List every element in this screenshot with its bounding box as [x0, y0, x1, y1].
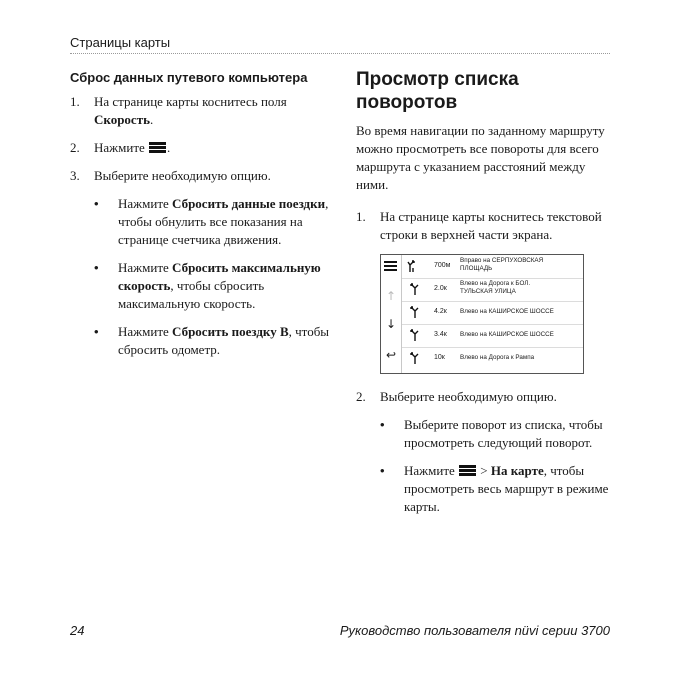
- turn-distance: 700м: [434, 262, 451, 269]
- turn-distance: 10к: [434, 354, 445, 361]
- step-item: [70, 93, 332, 129]
- turn-row: [402, 278, 583, 302]
- step-text: Выберите необходимую опцию.: [380, 389, 557, 404]
- step-text: На странице карты коснитесь текстовой строки в верхней части экрана.: [380, 209, 602, 242]
- turn-row: [402, 301, 583, 325]
- menu-icon: [459, 464, 476, 477]
- menu-icon: [149, 141, 166, 154]
- left-column: [70, 70, 332, 369]
- keep-left-icon: [406, 351, 420, 365]
- header-divider: [70, 53, 610, 54]
- section-heading-turn-list: Просмотр списка поворотов: [356, 69, 519, 113]
- up-arrow-icon: ↑: [385, 289, 397, 303]
- bullet-item: [94, 259, 332, 313]
- step-text: На странице карты коснитесь поля Скорость.: [94, 94, 287, 127]
- turn-instruction: Влево на Дорога к БОЛ. ТУЛЬСКАЯ УЛИЦА: [460, 280, 531, 295]
- ui-term: Сбросить максимальную скорость: [118, 260, 321, 293]
- bullet-item: [380, 462, 614, 516]
- bullet-dot: •: [380, 417, 385, 432]
- keep-left-icon: [406, 328, 420, 342]
- turn-row: [402, 324, 583, 348]
- turn-distance: 2.0к: [434, 285, 447, 292]
- step-number: 2.: [70, 140, 80, 155]
- screen-sidebar: [381, 255, 402, 373]
- turn-row: [402, 347, 583, 370]
- bullet-text: Нажмите Сбросить данные поездки, чтобы обнулить все показания на странице счетчика движения.: [118, 196, 329, 247]
- turn-row: [402, 255, 583, 279]
- turn-instruction: Влево на КАШИРСКОЕ ШОССЕ: [460, 308, 554, 315]
- bullet-dot: •: [94, 324, 99, 339]
- ui-term: Сбросить данные поездки: [172, 196, 326, 211]
- step-item: [356, 208, 614, 244]
- down-arrow-icon: ↓: [385, 317, 397, 331]
- bullet-dot: •: [94, 260, 99, 275]
- bullet-text: Нажмите Сбросить максимальную скорость, чтобы сбросить максимальную скорость.: [118, 260, 321, 311]
- section-heading-reset-trip: Сброс данных путевого компьютера: [70, 70, 308, 85]
- right-column: [356, 68, 614, 526]
- step-text: Нажмите .: [94, 140, 171, 155]
- turn-instruction: Вправо на СЕРПУХОВСКАЯ ПЛОЩАДЬ: [460, 257, 544, 272]
- intro-paragraph: Во время навигации по заданному маршруту можно просмотреть все повороты для всего маршрута с указанием расстояний между ними.: [356, 123, 605, 192]
- step-item: [70, 139, 332, 157]
- step-number: 1.: [70, 94, 80, 109]
- turn-distance: 3.4к: [434, 331, 447, 338]
- bullet-item: [380, 416, 614, 452]
- turn-list-screenshot: [380, 254, 584, 374]
- step-item: [70, 167, 332, 185]
- ui-term: Сбросить поездку В: [172, 324, 289, 339]
- ui-term: На карте: [490, 463, 544, 478]
- footer-manual-title: Руководство пользователя nüvi серии 3700: [339, 623, 610, 638]
- step-number: 2.: [356, 389, 366, 404]
- step-text: Выберите необходимую опцию.: [94, 168, 271, 183]
- bullet-text: Выберите поворот из списка, чтобы просмотреть следующий поворот.: [404, 417, 603, 450]
- bullet-text: Нажмите > На карте, чтобы просмотреть весь маршрут в режиме карты.: [404, 463, 609, 514]
- menu-icon: [384, 261, 397, 271]
- keep-left-icon: [406, 282, 420, 296]
- keep-right-icon: [406, 259, 420, 273]
- bullet-item: [94, 195, 332, 249]
- turn-distance: 4.2к: [434, 308, 447, 315]
- step-number: 1.: [356, 209, 366, 224]
- bullet-item: [94, 323, 332, 359]
- ui-term: Скорость: [94, 112, 150, 127]
- step-number: 3.: [70, 168, 80, 183]
- bullet-dot: •: [94, 196, 99, 211]
- running-header: Страницы карты: [70, 35, 171, 50]
- back-icon: ↩: [385, 348, 397, 362]
- keep-left-icon: [406, 305, 420, 319]
- step-item: [356, 388, 614, 406]
- turn-instruction: Влево на Дорога к Рампа: [460, 354, 535, 361]
- turn-instruction: Влево на КАШИРСКОЕ ШОССЕ: [460, 331, 554, 338]
- bullet-dot: •: [380, 463, 385, 478]
- page-number: 24: [70, 623, 85, 638]
- bullet-text: Нажмите Сбросить поездку В, чтобы сбросить одометр.: [118, 324, 330, 357]
